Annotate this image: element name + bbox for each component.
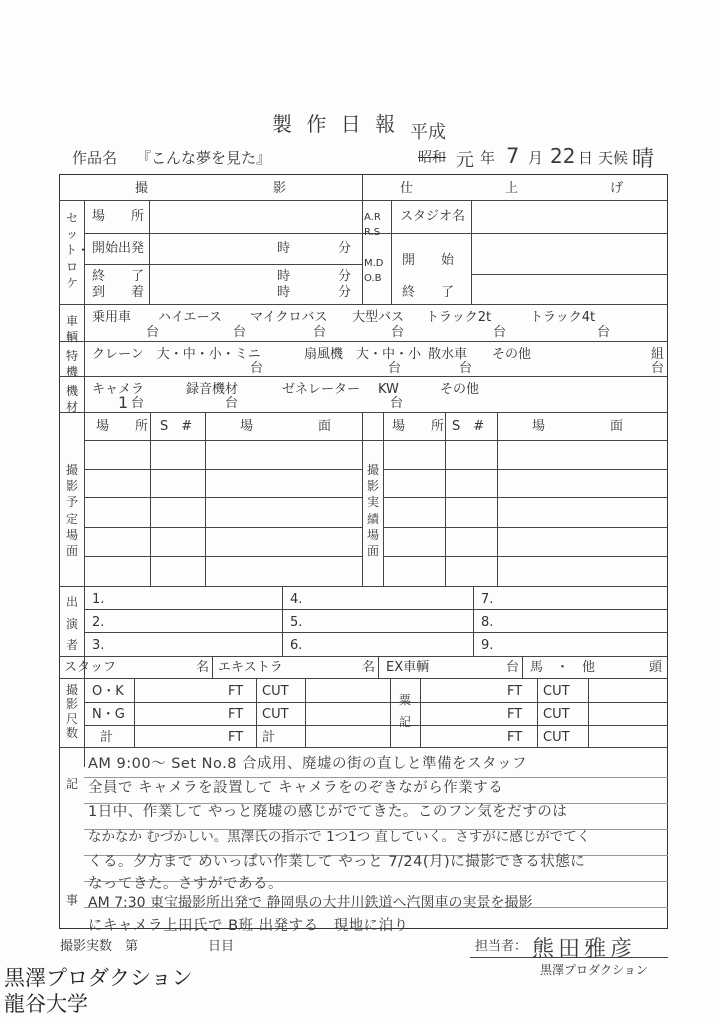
vehicle-unit-4: 台: [391, 325, 405, 340]
special-unit-1: 台: [250, 361, 264, 376]
note-line-6: なってきた。さすがである。: [88, 876, 283, 892]
equipment-kw: KW: [378, 382, 399, 397]
notes-side-top: 記: [65, 777, 78, 791]
cast-slot-2: 2.: [92, 615, 105, 630]
cast-slot-3: 3.: [92, 638, 105, 653]
staff-extra: エキストラ: [218, 660, 283, 675]
special-unit-4: 台: [651, 361, 665, 376]
set-fun-2: 分: [338, 269, 352, 284]
film-ft-3: FT: [228, 730, 244, 745]
film-cut-5: CUT: [543, 707, 570, 722]
special-fan: 扇風機 大・中・小: [304, 347, 422, 362]
film-ft-4: FT: [507, 684, 523, 699]
era-struck: 昭和: [418, 150, 446, 166]
vehicle-2: マイクロバス: [250, 310, 328, 325]
film-ft-2: FT: [228, 707, 244, 722]
set-md-ob: M.D O.B: [364, 258, 384, 284]
film-total-2: 計: [262, 730, 276, 745]
vehicle-4: トラック2t: [426, 310, 492, 325]
set-side-label: セット・ロケ: [65, 211, 90, 290]
vehicle-unit-5: 台: [493, 325, 507, 340]
footer-shots: 撮影実数 第: [60, 939, 139, 954]
note-line-1: AM 9:00〜 Set No.8 合成用、廃墟の街の直しと準備をスタッフ: [88, 756, 528, 772]
weather-value: 晴: [632, 147, 655, 172]
special-unit-2: 台: [388, 361, 402, 376]
equipment-unit-3: 台: [390, 396, 404, 411]
cast-slot-6: 6.: [290, 638, 303, 653]
cast-slot-9: 9.: [481, 638, 494, 653]
special-other: その他: [492, 347, 532, 362]
notes-side-bottom: 事: [65, 893, 78, 907]
month-label: 月: [528, 149, 544, 167]
note-line-3: 1日中、作業して やっと廃墟の感じがでてきた。このフン気をだすのは: [88, 804, 568, 820]
staff-mei-1: 名: [196, 660, 210, 675]
film-side-label: 撮影尺数: [65, 683, 78, 741]
footer-day: 日目: [208, 939, 235, 954]
film-ng: N・G: [92, 707, 125, 722]
footer-company: 黒澤プロダクション: [540, 963, 648, 977]
staff-head: 頭: [649, 660, 663, 675]
equipment-camera-count: 1: [118, 393, 129, 412]
equipment-unit-1: 台: [131, 396, 145, 411]
note-line-4: なかなか むづかしい。黒澤氏の指示で 1つ1つ 直していく。さすがに感じがでてく: [88, 829, 591, 845]
vehicle-unit-2: 台: [233, 325, 247, 340]
equipment-camera: キャメラ: [92, 382, 145, 397]
film-raw-label: 粟記: [398, 693, 411, 729]
special-crane: クレーン 大・中・小・ミニ: [92, 347, 261, 362]
set-fun-1: 分: [338, 241, 352, 256]
staff-ex-car: EX車輌: [386, 660, 430, 675]
film-cut-4: CUT: [543, 684, 570, 699]
staff-dai: 台: [506, 660, 520, 675]
film-cut-6: CUT: [543, 730, 570, 745]
set-place: 場 所: [92, 209, 145, 224]
footer-person-name: 熊田雅彦: [532, 937, 637, 962]
set-ar-rs: A.R R.S: [364, 212, 381, 238]
special-sprinkler: 散水車: [428, 347, 468, 362]
cast-slot-4: 4.: [290, 592, 303, 607]
special-kumi: 組: [651, 347, 665, 362]
scenes-actual-label: 撮影実績場面: [366, 463, 379, 558]
credit-line-1: 黒澤プロダクション: [4, 966, 193, 990]
work-label: 作品名: [72, 149, 118, 167]
cast-slot-5: 5.: [290, 615, 303, 630]
scene-col-place-2: 場 所: [392, 419, 445, 434]
day-value: 22: [550, 144, 576, 168]
vehicle-5: トラック4t: [530, 310, 596, 325]
set-ji-1: 時: [277, 241, 291, 256]
footer-person-label: 担当者：: [475, 939, 528, 954]
equipment-unit-2: 台: [225, 396, 239, 411]
set-ji-3: 時: [277, 285, 291, 300]
note-line-8: にキャメラ上田氏で B班 出発する 現地に泊り: [88, 918, 409, 934]
special-unit-3: 台: [459, 361, 473, 376]
scene-col-scene-2: 場 面: [532, 419, 624, 434]
vehicle-unit-3: 台: [313, 325, 327, 340]
header-satsuei: 撮 影: [135, 181, 297, 196]
year-value: 元: [456, 150, 474, 171]
film-ft-1: FT: [228, 684, 244, 699]
film-ft-5: FT: [507, 707, 523, 722]
scene-col-s-2: S #: [452, 419, 485, 434]
scene-col-s-1: S #: [160, 419, 193, 434]
credit-line-2: 龍谷大学: [4, 992, 88, 1016]
set-fun-3: 分: [338, 285, 352, 300]
vehicle-0: 乗用車: [92, 310, 132, 325]
note-line-7: AM 7:30 東宝撮影所出発で 静岡県の大井川鉄道へ汽関車の実景を撮影: [88, 895, 533, 911]
set-ji-2: 時: [277, 269, 291, 284]
scene-col-place-1: 場 所: [96, 419, 149, 434]
set-shuryo: 終 了: [402, 285, 455, 300]
scene-col-scene-1: 場 面: [240, 419, 332, 434]
month-value: 7: [506, 144, 520, 168]
vehicles-side-label: 車輌: [65, 314, 78, 345]
set-end: 終 了: [92, 269, 145, 284]
vehicle-1: ハイエース: [158, 310, 222, 325]
set-start: 開始出発: [92, 241, 145, 256]
era-written: 平成: [410, 122, 446, 143]
staff-mei-2: 名: [362, 660, 376, 675]
form-title: 製 作 日 報: [272, 112, 400, 136]
header-shiage: 仕 上 げ: [400, 181, 632, 196]
work-title: 『こんな夢を見た』: [136, 149, 272, 167]
equipment-generator: ゼネレーター: [282, 382, 361, 397]
film-cut-1: CUT: [262, 684, 289, 699]
film-cut-2: CUT: [262, 707, 289, 722]
film-total: 計: [100, 730, 114, 745]
set-studio: スタジオ名: [400, 209, 466, 224]
film-ok: O・K: [92, 684, 124, 699]
vehicle-unit-1: 台: [146, 325, 160, 340]
weather-label: 天候: [598, 149, 629, 167]
equipment-audio: 録音機材: [186, 382, 239, 397]
cast-slot-1: 1.: [92, 592, 105, 607]
cast-slot-7: 7.: [481, 592, 494, 607]
film-ft-6: FT: [507, 730, 523, 745]
equipment-other: その他: [440, 382, 480, 397]
special-side-label: 特機: [65, 349, 78, 380]
day-label: 日: [578, 149, 594, 167]
cast-side-label: 出演者: [65, 595, 78, 653]
staff-label: スタッフ: [64, 660, 117, 675]
staff-horse: 馬 ・ 他: [530, 660, 596, 675]
vehicle-3: 大型バス: [352, 310, 405, 325]
cast-slot-8: 8.: [481, 615, 494, 630]
equipment-side-label: 機材: [65, 384, 78, 415]
scenes-planned-label: 撮影予定場面: [65, 463, 78, 558]
note-line-5: くる。夕方まで めいっぱい作業して やっと 7/24(月)に撮影できる状態に: [88, 854, 586, 870]
note-line-2: 全員で キャメラを設置して キャメラをのぞきながら作業する: [88, 780, 504, 796]
set-kaishi: 開 始: [402, 253, 455, 268]
set-arrive: 到 着: [92, 285, 145, 300]
vehicle-unit-6: 台: [597, 325, 611, 340]
year-label: 年: [480, 149, 496, 167]
